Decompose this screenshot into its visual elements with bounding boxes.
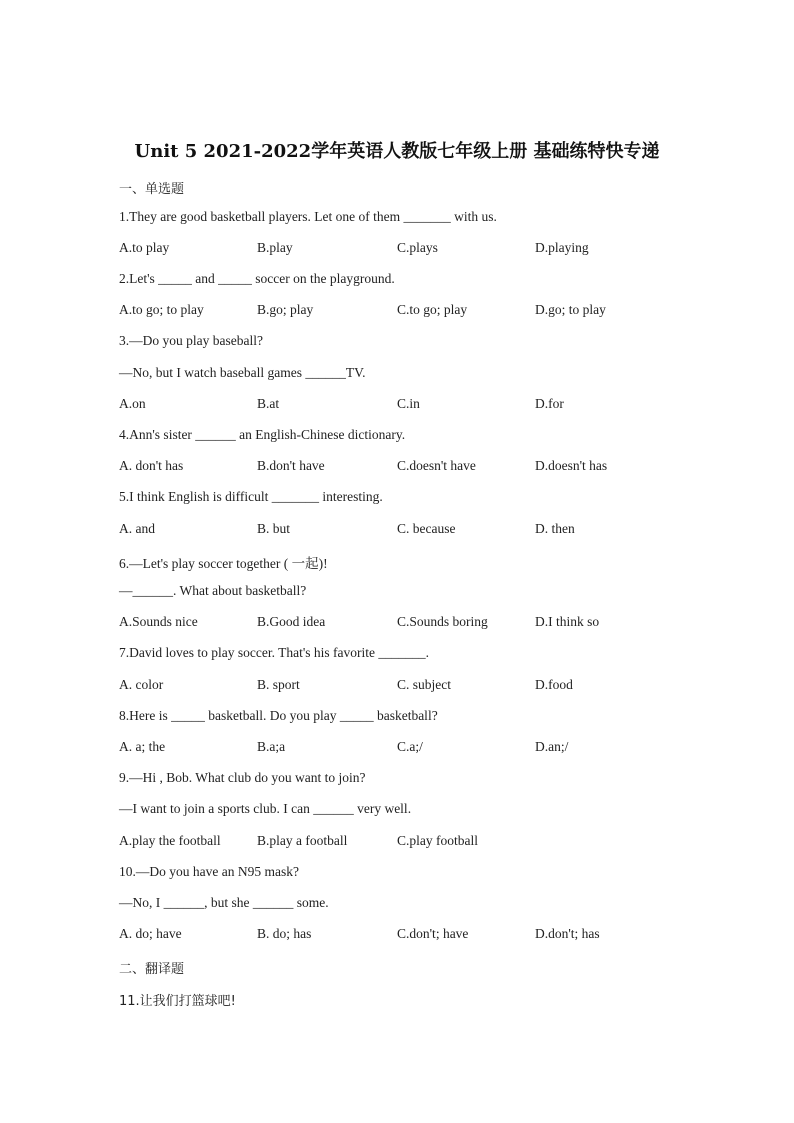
question-1-option-a: A.to play <box>119 240 170 255</box>
section-heading-single-choice: 一、单选题 <box>119 182 185 197</box>
question-4-stem: 4.Ann's sister ______ an English-Chinese dictionary. <box>119 427 406 442</box>
question-7-option-b: B. sport <box>257 677 300 692</box>
question-6-stem-line-2: —______. What about basketball? <box>119 583 307 598</box>
question-6-stem: 6.—Let's play soccer together ( 一起)! <box>119 556 328 571</box>
question-2-option-b: B.go; play <box>257 302 314 317</box>
question-9-option-b: B.play a football <box>257 833 348 848</box>
question-10-option-c: C.don't; have <box>397 926 469 941</box>
question-10-stem-line-2: —No, I ______, but she ______ some. <box>119 895 329 910</box>
question-5-option-c: C. because <box>397 521 456 536</box>
question-10-stem: 10.—Do you have an N95 mask? <box>119 864 299 879</box>
question-4-option-b: B.don't have <box>257 458 325 473</box>
question-1-option-c: C.plays <box>397 240 438 255</box>
question-9-option-a: A.play the football <box>119 833 221 848</box>
question-5-stem: 5.I think English is difficult _______ interesting. <box>119 489 383 504</box>
question-4-option-c: C.doesn't have <box>397 458 476 473</box>
question-5-option-d: D. then <box>535 521 575 536</box>
question-2-stem: 2.Let's _____ and _____ soccer on the playground. <box>119 271 395 286</box>
question-9-stem-line-2: —I want to join a sports club. I can ______ very well. <box>119 801 412 816</box>
question-6-option-c: C.Sounds boring <box>397 614 488 629</box>
question-1-stem: 1.They are good basketball players. Let one of them _______ with us. <box>119 209 497 224</box>
question-9-option-c: C.play football <box>397 833 478 848</box>
question-6-option-d: D.I think so <box>535 614 600 629</box>
question-1-option-b: B.play <box>257 240 293 255</box>
question-7-stem: 7.David loves to play soccer. That's his favorite _______. <box>119 645 429 660</box>
question-8-option-b: B.a;a <box>257 739 286 754</box>
question-3-stem: 3.—Do you play baseball? <box>119 333 263 348</box>
section-heading-translation: 二、翻译题 <box>119 962 185 977</box>
question-3-stem-line-2: —No, but I watch baseball games ______TV. <box>119 365 366 380</box>
question-4-option-d: D.doesn't has <box>535 458 608 473</box>
question-8-option-c: C.a;/ <box>397 739 423 754</box>
question-10-option-b: B. do; has <box>257 926 312 941</box>
question-2-option-d: D.go; to play <box>535 302 606 317</box>
page-title: Unit 5 2021-2022学年英语人教版七年级上册 基础练特快专递 <box>134 141 660 162</box>
question-7-option-a: A. color <box>119 677 164 692</box>
question-8-option-d: D.an;/ <box>535 739 569 754</box>
question-5-option-b: B. but <box>257 521 291 536</box>
question-8-stem: 8.Here is _____ basketball. Do you play _____ basketball? <box>119 708 438 723</box>
question-10-option-a: A. do; have <box>119 926 182 941</box>
question-11-stem: 11.让我们打篮球吧! <box>119 994 236 1009</box>
question-3-option-c: C.in <box>397 396 420 411</box>
question-2-option-c: C.to go; play <box>397 302 468 317</box>
question-6-option-a: A.Sounds nice <box>119 614 198 629</box>
question-3-option-d: D.for <box>535 396 564 411</box>
question-8-option-a: A. a; the <box>119 739 166 754</box>
question-5-option-a: A. and <box>119 521 155 536</box>
question-3-option-a: A.on <box>119 396 146 411</box>
question-6-option-b: B.Good idea <box>257 614 326 629</box>
question-7-option-d: D.food <box>535 677 573 692</box>
question-7-option-c: C. subject <box>397 677 451 692</box>
question-4-option-a: A. don't has <box>119 458 184 473</box>
question-2-option-a: A.to go; to play <box>119 302 204 317</box>
question-3-option-b: B.at <box>257 396 280 411</box>
question-1-option-d: D.playing <box>535 240 589 255</box>
question-9-stem: 9.—Hi , Bob. What club do you want to join? <box>119 770 366 785</box>
question-10-option-d: D.don't; has <box>535 926 600 941</box>
